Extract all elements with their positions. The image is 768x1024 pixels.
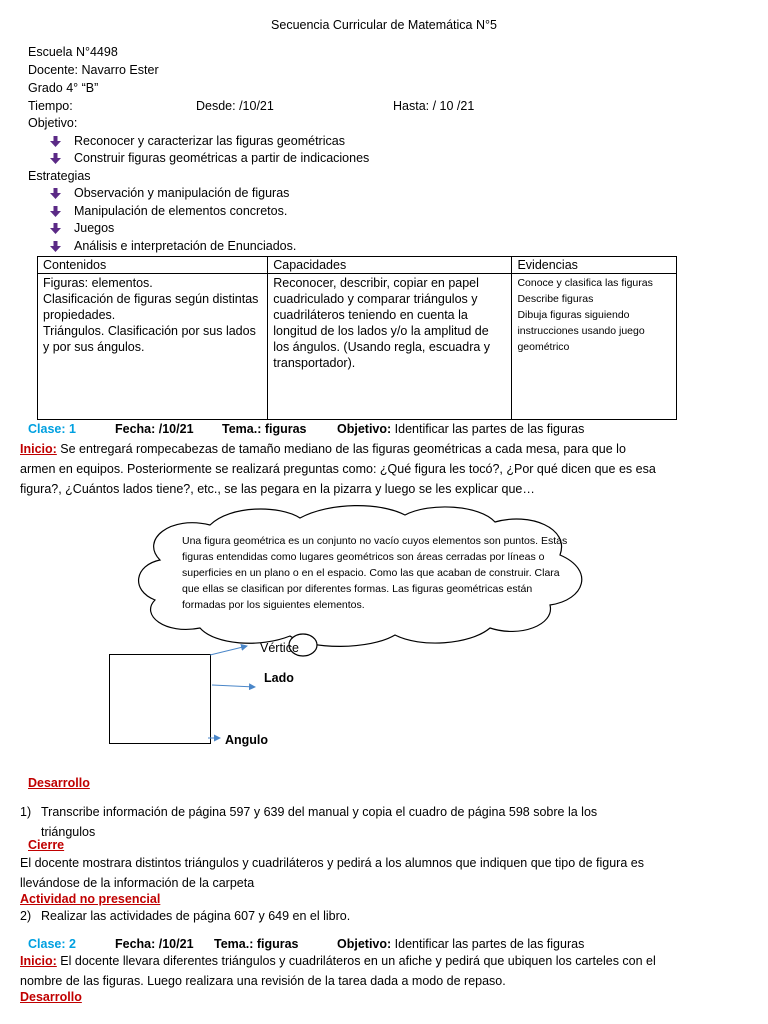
vertice-label: Vértice [260, 641, 299, 655]
cierre-text: El docente mostrara distintos triángulos y cuadriláteros y pedirá a los alumnos que indiquen que tipo de figura es llevándose de la información de la carpeta [20, 856, 644, 890]
no-presencial-label: Actividad no presencial [20, 892, 161, 906]
lado-label: Lado [264, 671, 294, 685]
clase2-desarrollo-label: Desarrollo [20, 990, 82, 1004]
escuela-line: Escuela N°4498 [28, 45, 118, 59]
clase1-desarrollo-label: Desarrollo [28, 776, 90, 790]
clase2-inicio [20, 951, 660, 991]
clase1-inicio-label: Inicio: [20, 442, 57, 456]
clase2-fecha: Fecha: /10/21 [115, 937, 194, 951]
desarrollo-text: Transcribe información de página 597 y 639 del manual y copia el cuadro de página 598 sobre la los triángulos [41, 805, 598, 839]
clase1-objetivo-text: Identificar las partes de las figuras [391, 422, 585, 436]
document-title: Secuencia Curricular de Matemática N°5 [271, 18, 497, 32]
grado-line: Grado 4° “B” [28, 81, 99, 95]
clase1-inicio-text: Se entregará rompecabezas de tamaño mediano de las figuras geométricas a cada mesa, para que lo armen en equipos. Posteriormente se realizará preguntas como: ¿Qué figura les tocó?, ¿Por qué dicen que es esa figura?, ¿Cuántos lados tiene?, etc., se las pegara en la pizarra y luego se les explicar que… [20, 442, 656, 496]
hasta-field: Hasta: / 10 /21 [393, 99, 475, 113]
no-presencial-text: Realizar las actividades de página 607 y 649 en el libro. [41, 909, 351, 923]
objetivo-label: Objetivo: [28, 116, 78, 130]
clase2-label: Clase: 2 [28, 937, 76, 951]
capacidades-table [37, 256, 677, 420]
objetivo-item: Reconocer y caracterizar las figuras geométricas [74, 134, 345, 148]
table-cell-contenidos: Figuras: elementos. Clasificación de figuras según distintas propiedades. Triángulos. Clasificación por sus lados y por sus ángulos. [38, 274, 268, 420]
clase2-inicio-text: El docente llevara diferentes triángulos y cuadriláteros en un afiche y pedirá que ubiquen los carteles con el nombre de las figuras. Luego realizara una revisión de la tarea dada a modo de repaso. [20, 954, 656, 988]
estrategia-item: Análisis e interpretación de Enunciados. [74, 239, 297, 253]
clase1-objetivo-label: Objetivo: [337, 422, 392, 436]
clase1-label: Clase: 1 [28, 422, 76, 436]
arrow-bullet-icon [50, 223, 61, 234]
clase1-fecha: Fecha: /10/21 [115, 422, 194, 436]
arrow-bullet-icon [50, 153, 61, 164]
arrow-bullet-icon [50, 206, 61, 217]
estrategia-item: Manipulación de elementos concretos. [74, 204, 288, 218]
table-cell-evidencias: Conoce y clasifica las figuras Describe figuras Dibuja figuras siguiendo instrucciones usando juego geométrico [512, 274, 677, 420]
clase2-inicio-label: Inicio: [20, 954, 57, 968]
arrow-bullet-icon [50, 241, 61, 252]
clase2-objetivo [337, 937, 584, 951]
clase2-tema: Tema.: figuras [214, 937, 299, 951]
estrategias-label: Estrategias [28, 169, 91, 183]
desde-field: Desde: /10/21 [196, 99, 274, 113]
docente-line: Docente: Navarro Ester [28, 63, 159, 77]
angulo-label: Angulo [225, 733, 269, 747]
no-presencial-number: 2) [20, 909, 32, 923]
estrategia-item: Juegos [74, 221, 115, 235]
objetivo-item: Construir figuras geométricas a partir de indicaciones [74, 151, 370, 165]
desarrollo-number: 1) [20, 805, 32, 819]
arrow-bullet-icon [50, 188, 61, 199]
clase1-cierre-label: Cierre [28, 838, 65, 852]
clase1-tema: Tema.: figuras [222, 422, 307, 436]
clase1-objetivo [337, 422, 584, 436]
arrow-bullet-icon [50, 136, 61, 147]
table-header-evidencias: Evidencias [512, 257, 677, 274]
clase1-inicio [20, 439, 660, 499]
table-header-capacidades: Capacidades [268, 257, 512, 274]
clase2-objetivo-label: Objetivo: [337, 937, 392, 951]
cloud-text: Una figura geométrica es un conjunto no vacío cuyos elementos son puntos. Estas figuras entendidas como lugares geométricos son áreas cerradas por líneas o superficies en un plano o en el espacio. Como las que acaban de construir. Clara que ellas se clasifican por diferentes formas. Las figuras geométricas están formadas por los siguientes elementos. [182, 535, 568, 611]
table-cell-capacidades: Reconocer, describir, copiar en papel cuadriculado y comparar triángulos y cuadriláteros teniendo en cuenta la longitud de los lados y/o la amplitud de los ángulos. (Usando regla, escuadra y transportador). [268, 274, 512, 420]
estrategia-item: Observación y manipulación de figuras [74, 186, 290, 200]
tiempo-label: Tiempo: [28, 99, 73, 113]
square-figure [109, 654, 211, 744]
clase2-objetivo-text: Identificar las partes de las figuras [391, 937, 585, 951]
table-header-contenidos: Contenidos [38, 257, 268, 274]
